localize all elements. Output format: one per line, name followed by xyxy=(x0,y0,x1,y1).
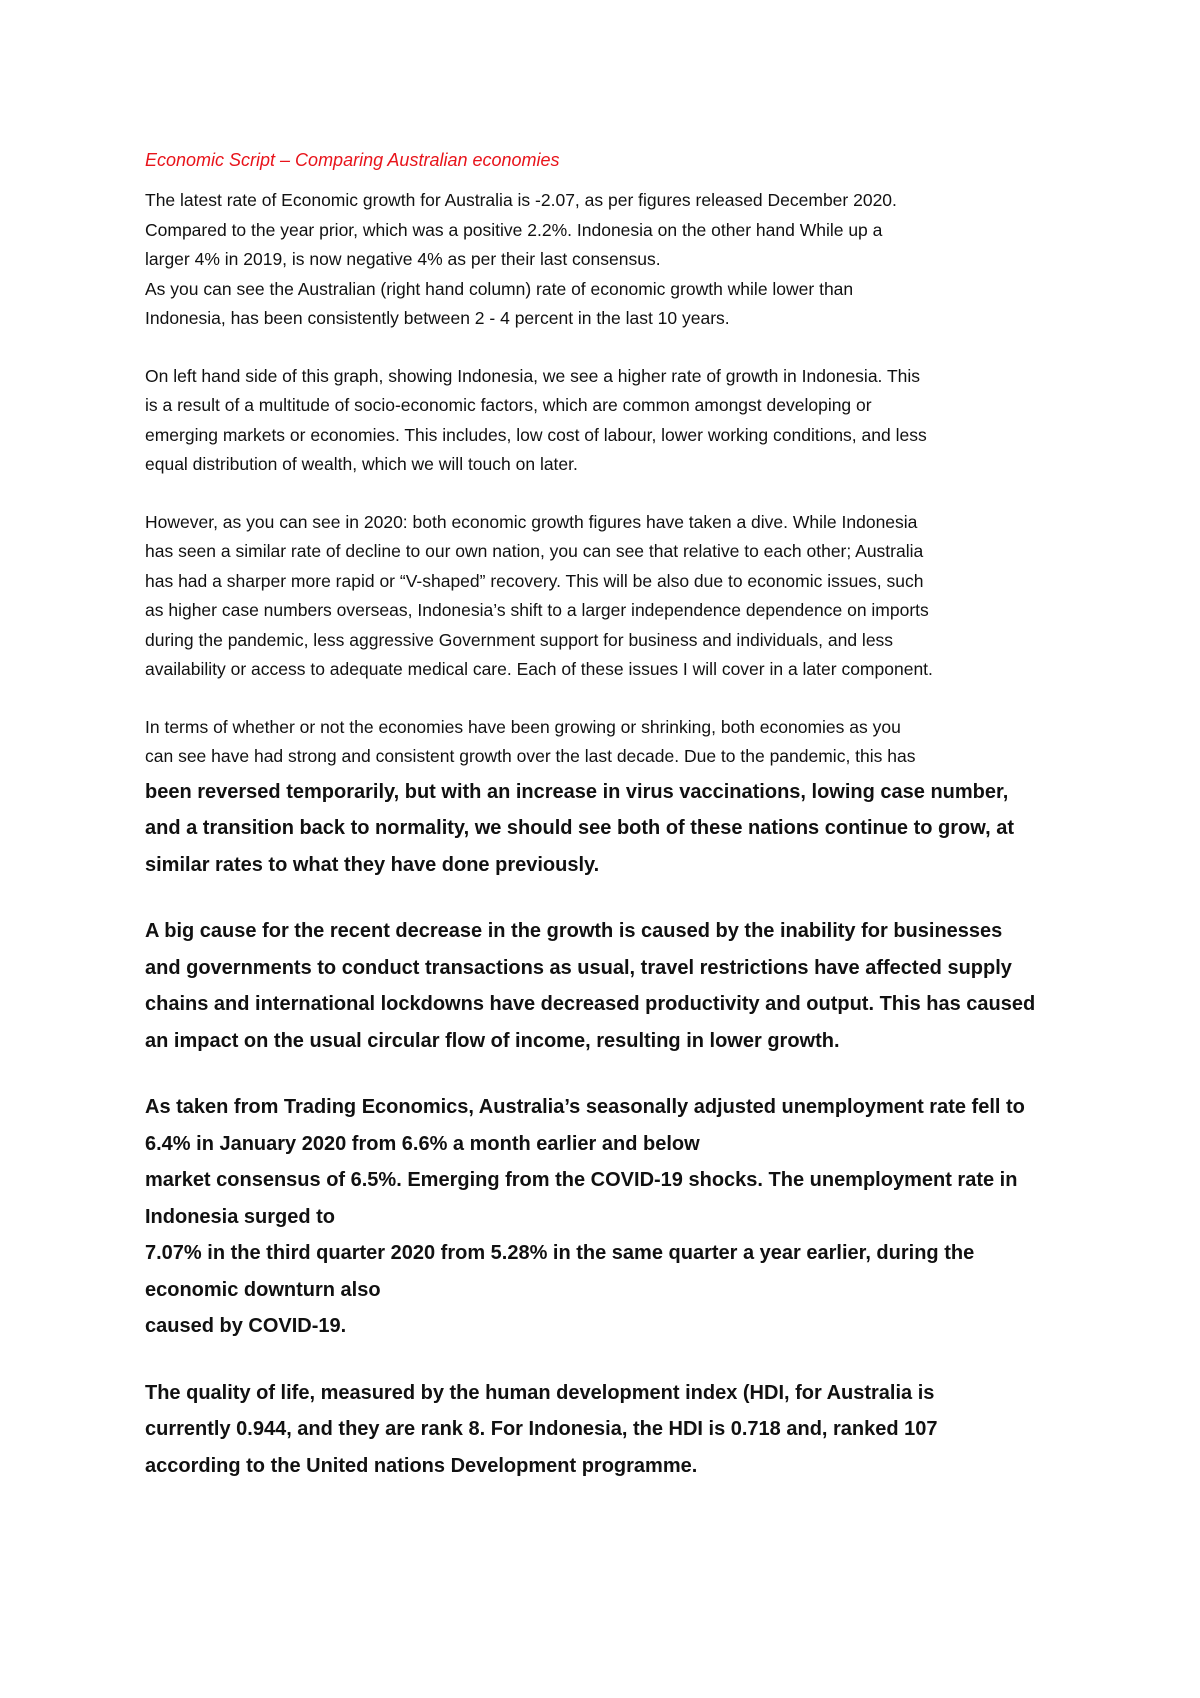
text-line: The latest rate of Economic growth for Australia is -2.07, as per figures released December 2020. xyxy=(145,190,897,210)
text-line: has seen a similar rate of decline to our own nation, you can see that relative to each other; Australia xyxy=(145,541,924,561)
text-line: On left hand side of this graph, showing Indonesia, we see a higher rate of growth in Indonesia. This xyxy=(145,365,921,386)
text-line: has had a sharper more rapid or “V-shaped” recovery. This will be also due to economic issues, such xyxy=(145,570,924,591)
paragraph-hdi xyxy=(145,1375,1065,1485)
document-body xyxy=(145,148,1065,1484)
text-line: larger 4% in 2019, is now negative 4% as per their last consensus. xyxy=(145,249,661,269)
text-line: As you can see the Australian (right hand column) rate of economic growth while lower than xyxy=(145,278,854,299)
text-line: chains and international lockdowns have decreased productivity and output. This has caused xyxy=(145,993,1036,1015)
paragraph-spacer xyxy=(145,1059,1065,1089)
text-line: market consensus of 6.5%. Emerging from the COVID-19 shocks. The unemployment rate in xyxy=(145,1169,1018,1191)
paragraph-growth-rates xyxy=(145,186,1065,334)
text-line: Compared to the year prior, which was a positive 2.2%. Indonesia on the other hand While up a xyxy=(145,219,883,240)
text-line: and a transition back to normality, we should see both of these nations continue to grow, at xyxy=(145,817,1014,839)
paragraph-growing-shrinking xyxy=(145,713,1065,884)
text-line: caused by COVID-19. xyxy=(145,1315,347,1337)
text-line: currently 0.944, and they are rank 8. For Indonesia, the HDI is 0.718 and, ranked 107 xyxy=(145,1418,938,1440)
text-line: is a result of a multitude of socio-economic factors, which are common amongst developing or xyxy=(145,395,872,415)
paragraph-unemployment xyxy=(145,1089,1065,1345)
paragraph-spacer xyxy=(145,883,1065,913)
text-line: similar rates to what they have done previously. xyxy=(145,853,600,876)
text-line: during the pandemic, less aggressive Government support for business and individuals, and less xyxy=(145,629,894,650)
text-line: However, as you can see in 2020: both economic growth figures have taken a dive. While Indonesia xyxy=(145,511,918,532)
text-line: availability or access to adequate medical care. Each of these issues I will cover in a later component. xyxy=(145,659,933,679)
text-line: according to the United nations Development programme. xyxy=(145,1454,698,1477)
paragraph-spacer xyxy=(145,480,1065,508)
paragraph-spacer xyxy=(145,1345,1065,1375)
text-line: 6.4% in January 2020 from 6.6% a month earlier and below xyxy=(145,1132,700,1155)
text-line: equal distribution of wealth, which we will touch on later. xyxy=(145,454,578,474)
text-line: A big cause for the recent decrease in the growth is caused by the inability for businesses xyxy=(145,920,1003,942)
paragraph-spacer xyxy=(145,334,1065,362)
text-line: In terms of whether or not the economies have been growing or shrinking, both economies as you xyxy=(145,716,901,737)
text-line: as higher case numbers overseas, Indonesia’s shift to a larger independence dependence on imports xyxy=(145,600,929,620)
document-title: Economic Script – Comparing Australian economies xyxy=(145,150,560,170)
text-line: and governments to conduct transactions as usual, travel restrictions have affected supply xyxy=(145,956,1012,979)
text-line: an impact on the usual circular flow of income, resulting in lower growth. xyxy=(145,1029,840,1052)
text-line: emerging markets or economies. This includes, low cost of labour, lower working conditions, and less xyxy=(145,424,927,445)
text-line: Indonesia surged to xyxy=(145,1205,336,1228)
text-line: Indonesia, has been consistently between 2 - 4 percent in the last 10 years. xyxy=(145,308,730,328)
text-line: can see have had strong and consistent growth over the last decade. Due to the pandemic, this has xyxy=(145,746,916,766)
paragraph-2020-decline xyxy=(145,508,1065,685)
text-line: 7.07% in the third quarter 2020 from 5.28% in the same quarter a year earlier, during the xyxy=(145,1242,975,1264)
paragraph-indonesia-growth xyxy=(145,362,1065,480)
text-line: The quality of life, measured by the human development index (HDI, for Australia is xyxy=(145,1381,935,1404)
paragraph-spacer xyxy=(145,685,1065,713)
paragraph-decrease-cause xyxy=(145,913,1065,1059)
text-line: As taken from Trading Economics, Australia’s seasonally adjusted unemployment rate fell to xyxy=(145,1096,1025,1118)
text-line: been reversed temporarily, but with an increase in virus vaccinations, lowing case number, xyxy=(145,780,1009,803)
text-line: economic downturn also xyxy=(145,1278,381,1301)
